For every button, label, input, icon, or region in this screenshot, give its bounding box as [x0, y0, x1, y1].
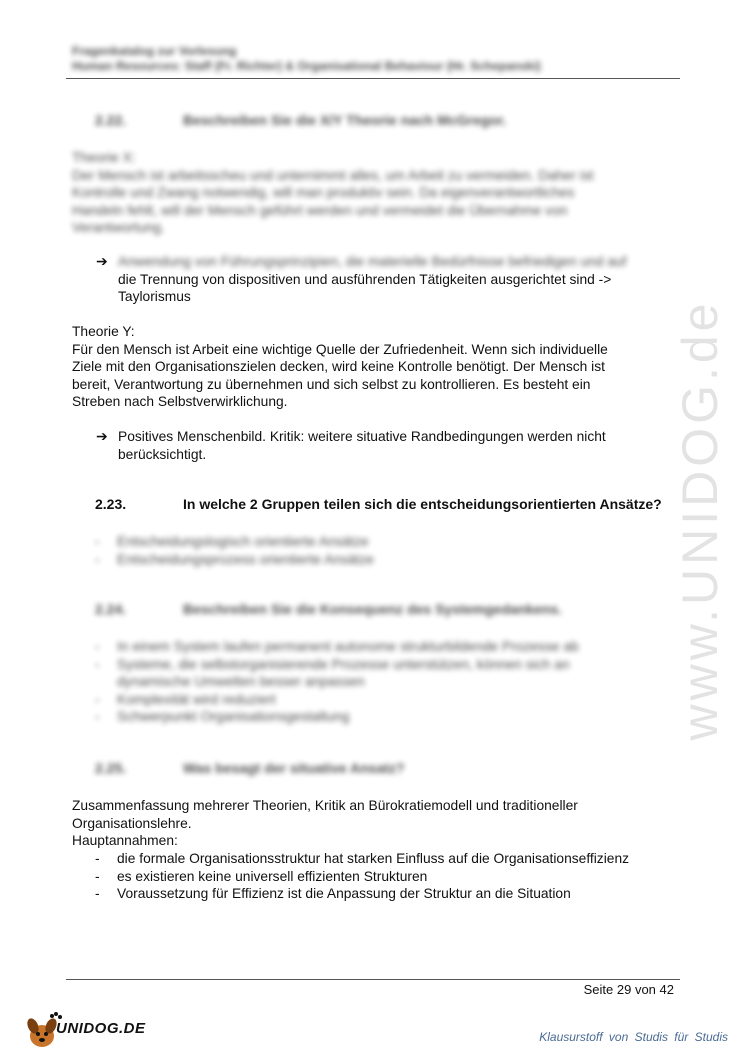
arrow-item-1	[96, 253, 686, 306]
heading-title: Beschreiben Sie die Konsequenz des Systemgedankens.	[183, 601, 562, 617]
text-line: Handeln fehlt, will der Mensch geführt werden und vermeidet die Übernahme von	[72, 202, 568, 218]
footer-slogan: Klausurstoff von Studis für Studis	[539, 1030, 728, 1044]
arrow-item-2	[96, 428, 686, 463]
logo-text: UNIDOG.DE	[56, 1020, 146, 1037]
list-item-continuation: dynamische Umwelten besser anpassen	[117, 674, 365, 690]
footer-rule	[66, 979, 680, 980]
list-2-24	[95, 638, 695, 726]
page-number: Seite 29 von 42	[583, 982, 674, 997]
text-line: Organisationslehre.	[72, 815, 192, 831]
list-item: - die formale Organisationsstruktur hat starken Einfluss auf die Organisationseffizienz	[95, 851, 630, 866]
text-line: Für den Mensch ist Arbeit eine wichtige Quelle der Zufriedenheit. Wenn sich individuelle	[72, 341, 608, 357]
text-line: Der Mensch ist arbeitsscheu und unternimmt alles, um Arbeit zu vermeiden. Daher ist	[72, 167, 594, 183]
text-line: Anwendung von Führungsprinzipien, die materielle Bedürfnisse befriedigen und auf	[118, 254, 627, 269]
theory-y-label: Theorie Y:	[72, 324, 135, 339]
list-item: - Schwerpunkt Organisationsgestaltung	[95, 709, 350, 725]
list-2-23	[95, 533, 695, 568]
heading-2-23	[95, 495, 695, 515]
heading-number: 2.25.	[95, 760, 127, 776]
text-line: die Trennung von dispositiven und ausführenden Tätigkeiten ausgerichtet sind ->	[118, 271, 612, 287]
text-line: Taylorismus	[118, 289, 191, 305]
theory-x-paragraph	[72, 149, 682, 237]
text-line: berücksichtigt.	[118, 446, 207, 462]
heading-2-22	[95, 111, 695, 131]
theory-x-label: Theorie X:	[72, 150, 136, 165]
arrow-icon: ➔	[96, 429, 108, 444]
heading-2-24	[95, 600, 695, 620]
header-line2: Human Resources: Staff (Fr. Richter) & Organisational Behaviour (Hr. Schepanski)	[72, 59, 541, 73]
list-item: - Systeme, die selbstorganisierende Prozesse unterstützen, können sich an	[95, 656, 570, 672]
arrow-icon: ➔	[96, 254, 108, 269]
text-line: Verantwortung.	[72, 220, 165, 236]
text-line: Streben nach Selbstverwirklichung.	[72, 394, 288, 410]
text-line: Zusammenfassung mehrerer Theorien, Kritik an Bürokratiemodell und traditioneller	[72, 798, 578, 813]
watermark: www.UNIDOG.de	[672, 299, 728, 741]
theory-y-paragraph	[72, 323, 682, 411]
text-line: Hauptannahmen:	[72, 833, 178, 849]
header-rule	[66, 78, 680, 79]
heading-title: In welche 2 Gruppen teilen sich die entscheidungsorientierten Ansätze?	[183, 496, 662, 512]
heading-title: Was besagt der situative Ansatz?	[183, 760, 405, 776]
heading-number: 2.24.	[95, 601, 127, 617]
list-item: - Komplexität wird reduziert	[95, 691, 276, 707]
list-2-25	[95, 850, 695, 903]
list-item: - Voraussetzung für Effizienz ist die Anpassung der Struktur an die Situation	[95, 886, 571, 902]
heading-number: 2.23.	[95, 496, 127, 512]
list-item: - es existieren keine universell effizienten Strukturen	[95, 868, 428, 884]
text-line: Ziele mit den Organisationszielen decken, wird keine Kontrolle benötigt. Der Mensch ist	[72, 359, 605, 375]
heading-number: 2.22.	[95, 112, 127, 128]
text-line: bereit, Verantwortung zu übernehmen und sich selbst zu kontrollieren. Es besteht ein	[72, 376, 591, 392]
list-item: - Entscheidungslogisch orientierte Ansätze	[95, 534, 369, 549]
list-item: - In einem System laufen permanent autonome strukturbildende Prozesse ab	[95, 639, 579, 654]
section-2-25-intro	[72, 797, 682, 850]
heading-title: Beschreiben Sie die X/Y Theorie nach McGregor.	[183, 112, 507, 128]
text-line: Kontrolle und Zwang notwendig, will man produktiv sein. Da eigenverantwortliches	[72, 185, 575, 201]
header-line1: Fragenkatalog zur Vorlesung	[72, 44, 237, 58]
list-item: - Entscheidungsprozess orientierte Ansätze	[95, 551, 374, 567]
heading-2-25	[95, 759, 695, 779]
page-header	[72, 44, 682, 74]
text-line: Positives Menschenbild. Kritik: weitere situative Randbedingungen werden nicht	[118, 429, 606, 444]
